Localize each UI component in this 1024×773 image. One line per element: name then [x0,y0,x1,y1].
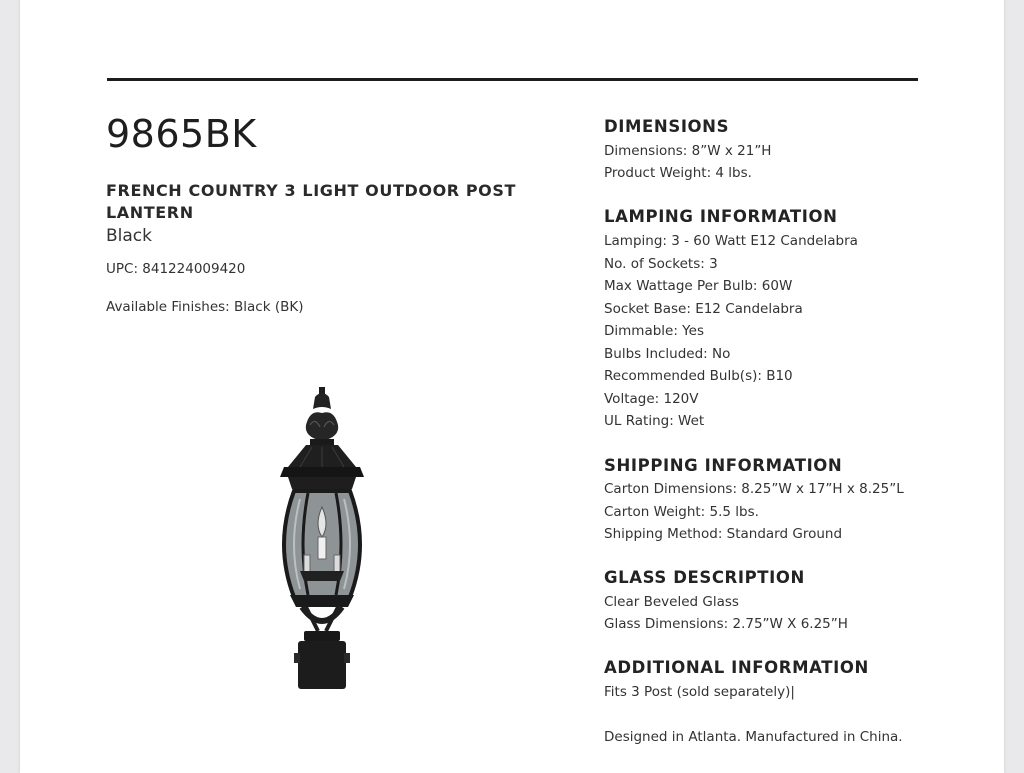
spec-line: Product Weight: 4 lbs. [604,165,752,181]
spec-line: Designed in Atlanta. Manufactured in China. [604,729,903,745]
spec-line: Recommended Bulb(s): B10 [604,368,793,384]
available-finishes: Available Finishes: Black (BK) [106,299,304,315]
spec-line: Clear Beveled Glass [604,594,739,610]
product-name: FRENCH COUNTRY 3 LIGHT OUTDOOR POST LANTERN [106,181,517,222]
spec-line: Carton Weight: 5.5 lbs. [604,504,759,520]
product-sku: 9865BK [106,112,257,156]
spec-line: Carton Dimensions: 8.25”W x 17”H x 8.25”L [604,481,904,497]
top-divider [107,78,918,81]
spec-line: Bulbs Included: No [604,346,731,362]
additional-heading: ADDITIONAL INFORMATION [604,658,869,677]
spec-line: No. of Sockets: 3 [604,256,718,272]
spec-line: Voltage: 120V [604,391,699,407]
post-lantern-image [260,385,385,695]
glass-heading: GLASS DESCRIPTION [604,568,805,587]
spec-sheet-page [20,0,1004,773]
spec-line: Max Wattage Per Bulb: 60W [604,278,793,294]
lamping-heading: LAMPING INFORMATION [604,207,838,226]
spec-line: Dimensions: 8”W x 21”H [604,143,772,159]
spec-line: Lamping: 3 - 60 Watt E12 Candelabra [604,233,858,249]
product-upc: UPC: 841224009420 [106,261,246,277]
spec-line: Shipping Method: Standard Ground [604,526,843,542]
spec-line: Glass Dimensions: 2.75”W X 6.25”H [604,616,848,632]
dimensions-heading: DIMENSIONS [604,117,730,136]
product-finish: Black [106,226,152,246]
spec-line: Socket Base: E12 Candelabra [604,301,803,317]
spec-line: Dimmable: Yes [604,323,704,339]
shipping-heading: SHIPPING INFORMATION [604,456,843,475]
spec-line: UL Rating: Wet [604,413,705,429]
spec-line: Fits 3 Post (sold separately)| [604,684,795,700]
